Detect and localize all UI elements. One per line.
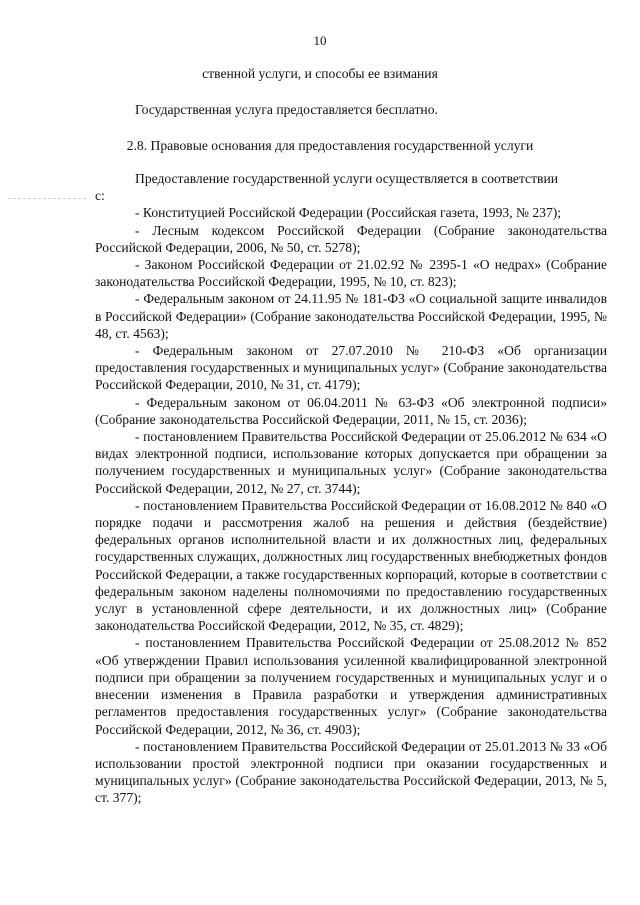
legal-basis-item: - постановлением Правительства Российской Федерации от 25.01.2013 № 33 «Об использовании простой электронной подписи при оказании государственных и муниципальных услуг» (Собрание законодательства Российской Федерации, 2013, № 5, ст. 377); xyxy=(95,738,607,806)
scan-artifact-mark xyxy=(8,198,86,203)
header-continuation-line: ственной услуги, и способы ее взимания xyxy=(202,66,438,81)
legal-basis-item: - Конституцией Российской Федерации (Российская газета, 1993, № 237); xyxy=(135,205,562,221)
page-number: 10 xyxy=(313,33,327,48)
section-title: 2.8. Правовые основания для предоставления государственной услуги xyxy=(126,138,534,153)
legal-basis-item: - Федеральным законом от 06.04.2011 № 63-ФЗ «Об электронной подписи» (Собрание законодательства Российской Федерации, 2011, № 15, ст. 2036); xyxy=(95,394,607,427)
legal-basis-item: - Федеральным законом от 27.07.2010 № 210-ФЗ «Об организации предоставления государственных и муниципальных услуг» (Собрание законодательства Российской Федерации, 2010, № 31, ст. 4179); xyxy=(95,343,607,393)
fee-statement: Государственная услуга предоставляется бесплатно. xyxy=(135,102,438,117)
legal-basis-item: - постановлением Правительства Российской Федерации от 25.06.2012 № 634 «О видах электронной подписи, использование которых допускается при обращении за получением государственных и муниципальных услуг» (Собрание законодательства Российской Федерации, 2012, № 27, ст. 3744); xyxy=(95,429,607,496)
legal-basis-item: - Законом Российской Федерации от 21.02.92 № 2395-1 «О недрах» (Собрание законодательства Российской Федерации, 1995, № 10, ст. 823); xyxy=(95,257,607,290)
intro-paragraph: Предоставление государственной услуги осуществляется в соответствии xyxy=(135,171,558,186)
intro-continuation: с: xyxy=(95,188,105,204)
legal-basis-item: - постановлением Правительства Российской Федерации от 16.08.2012 № 840 «О порядке подачи и рассмотрения жалоб на решения и действия (бездействие) федеральных органов исполнительной власти и их должностных лиц, федеральных государственных служащих, должностных лиц государственных внебюджетных фондов Российской Федерации, а также государственных корпораций, которые в соответствии с федеральным законом наделены полномочиями по предоставлению государственных услуг в установленной сфере деятельности, и их должностных лиц» (Собрание законодательства Российской Федерации, 2012, № 35, ст. 4829); xyxy=(95,497,607,634)
fee-statement-block xyxy=(95,101,607,118)
legal-basis-item: - Лесным кодексом Российской Федерации (Собрание законодательства Российской Федерации, 2006, № 50, ст. 5278); xyxy=(95,222,607,255)
legal-basis-item: - Федеральным законом от 24.11.95 № 181-ФЗ «О социальной защите инвалидов в Российской Федерации» (Собрание законодательства Российской Федерации, 1995, № 48, ст. 4563); xyxy=(95,291,607,341)
legal-bases-body xyxy=(95,170,607,807)
legal-basis-item: - постановлением Правительства Российской Федерации от 25.08.2012 № 852 «Об утверждении Правил использования усиленной квалифицированной электронной подписи при обращении за получением государственных и муниципальных услуг и о внесении изменения в Правила разработки и утверждения административных регламентов предоставления государственных услуг» (Собрание законодательства Российской Федерации, 2012, № 36, ст. 4903); xyxy=(95,635,607,737)
